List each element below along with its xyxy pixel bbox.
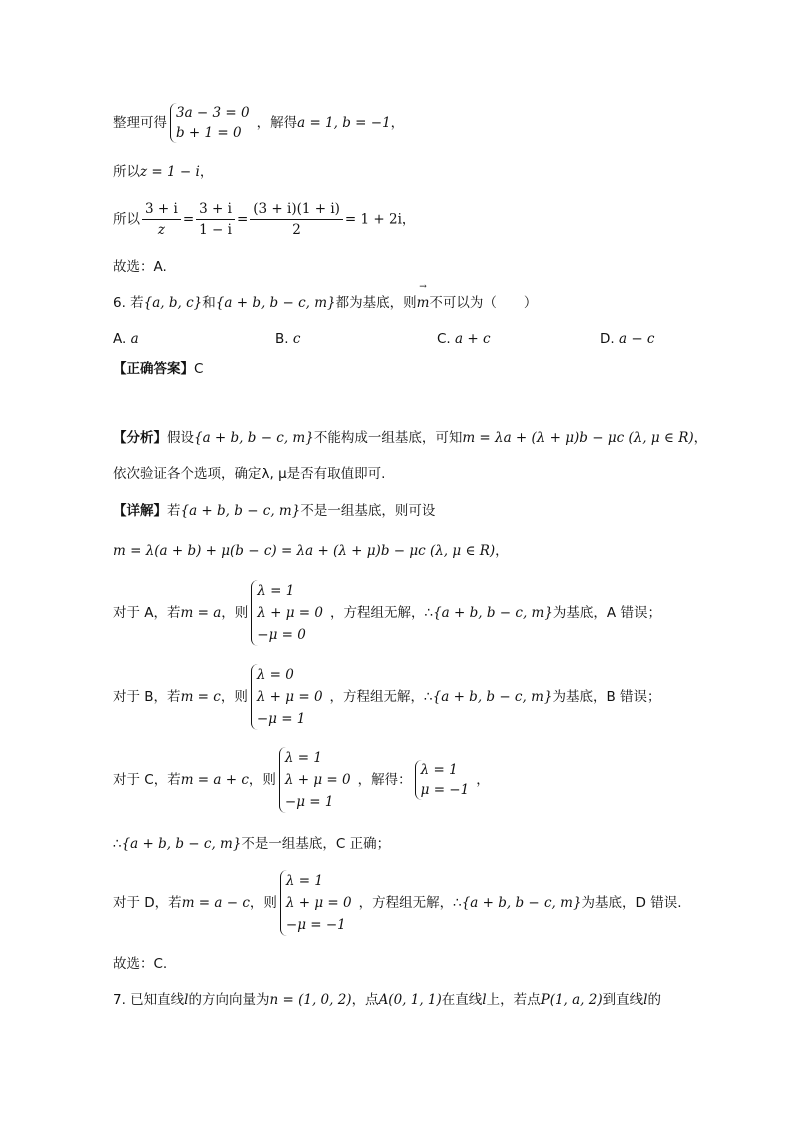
vector-m: → m	[417, 293, 430, 313]
text: 对于 C，若	[113, 772, 181, 788]
text: 的方向向量为	[188, 992, 270, 1008]
vector-set: {a + b, b − c, m}	[215, 295, 336, 311]
text: ，	[693, 430, 708, 446]
numerator: (3 + i)(1 + i)	[250, 199, 343, 220]
vector-set: {a + b, b − c, m}	[432, 689, 553, 705]
text: ，方程组无解，∴	[330, 605, 434, 621]
equation: λ = 1	[284, 750, 322, 766]
text: 的	[647, 992, 661, 1008]
condition: m = a	[180, 605, 222, 621]
case-b	[113, 664, 661, 730]
case-a	[113, 580, 661, 646]
text: 不可以为（ ）	[429, 295, 538, 311]
math-expression: m = λa + (λ + μ)b − μc (λ, μ ∈ R)	[462, 430, 694, 446]
equation-system	[251, 580, 327, 646]
question-number: 6. 若	[113, 295, 144, 311]
text-lead: 整理可得	[113, 115, 167, 131]
option-label: B.	[275, 331, 289, 347]
analysis-label: 【分析】	[113, 430, 167, 446]
text: 为基底，A 错误；	[552, 605, 661, 621]
numerator: 3 + i	[142, 199, 181, 220]
equation: λ = 0	[256, 667, 294, 683]
text: ，解得	[256, 115, 298, 131]
vector-set: {a + b, b − c, m}	[461, 895, 582, 911]
condition: m = a − c	[181, 895, 250, 911]
vector-set: {a + b, b − c, m}	[433, 605, 553, 621]
final-answer	[113, 954, 167, 974]
condition: m = c	[180, 689, 221, 705]
text: ，	[199, 164, 214, 180]
text: 故选：A.	[113, 259, 167, 275]
text: 和	[202, 295, 216, 311]
text: ，	[390, 115, 405, 131]
equation-system	[280, 870, 356, 936]
math-var: l	[482, 992, 487, 1008]
vector-set: {a + b, b − c, m}	[121, 836, 242, 852]
math-var: l	[184, 992, 189, 1008]
text: 不是一组基底，C 正确；	[241, 836, 391, 852]
math-expression: z = 1 − i	[140, 164, 200, 180]
text: 所以	[113, 211, 140, 228]
text: 对于 D，若	[113, 895, 182, 911]
detail-label: 【详解】	[113, 503, 167, 519]
text: ，方程组无解，∴	[358, 895, 462, 911]
correct-answer	[113, 359, 203, 379]
text: 不是一组基底，则可设	[300, 503, 436, 519]
equation: λ = 1	[285, 873, 323, 889]
vector-set: {a + b, b − c, m}	[194, 430, 314, 446]
numerator: 3 + i	[196, 199, 235, 220]
question-6-stem	[113, 293, 537, 313]
text: ，方程组无解，∴	[329, 689, 433, 705]
equation: −μ = −1	[285, 917, 346, 933]
fraction	[142, 199, 181, 240]
text: ，解得：	[357, 772, 412, 788]
text: ，	[401, 211, 416, 228]
solution-line-z	[113, 162, 213, 182]
text: ，则	[220, 689, 248, 705]
option-d	[600, 329, 655, 349]
equation: 3a − 3 = 0	[176, 105, 250, 121]
option-label: D.	[600, 331, 615, 347]
vector-set: {a + b, b − c, m}	[180, 503, 301, 519]
text: 若	[167, 503, 181, 519]
text: 所以	[113, 164, 140, 180]
math-expression: n = (1, 0, 2)	[269, 992, 352, 1008]
detail-line-1	[113, 501, 435, 521]
text: 不能构成一组基底，可知	[313, 430, 463, 446]
equation-system	[170, 103, 254, 143]
text: 对于 B，若	[113, 689, 181, 705]
equation: λ + μ = 0	[257, 605, 323, 621]
analysis-line-1	[113, 428, 707, 448]
fraction	[196, 199, 235, 240]
solution-line-fraction: 所以 $\frac{3 + i}{z}$ = $\frac{3 + i}{1 - i}$ = $\frac{(3 + i)(1 + i)}{2}$ = 1 + 2i，	[113, 201, 416, 238]
option-value: a − c	[618, 331, 655, 347]
text: 在直线	[441, 992, 483, 1008]
result-expression: a = 1, b = −1	[297, 115, 391, 131]
equation: −μ = 0	[257, 627, 306, 643]
text: 假设	[167, 430, 194, 446]
question-7-stem	[113, 990, 661, 1010]
text: ，点	[351, 992, 379, 1008]
option-value: a	[130, 331, 139, 347]
solution-system	[415, 760, 474, 800]
detail-line-2	[113, 541, 509, 561]
denominator: 1 − i	[199, 222, 232, 238]
equation-system	[251, 664, 327, 730]
math-expression: = 1 + 2i	[344, 211, 402, 228]
option-label: A.	[113, 331, 127, 347]
text: 为基底，D 错误.	[581, 895, 682, 911]
text: 都为基底，则	[335, 295, 417, 311]
equation: λ + μ = 0	[256, 689, 323, 705]
option-value: a + c	[455, 331, 491, 347]
equation: μ = −1	[420, 782, 470, 798]
text: ，则	[249, 895, 277, 911]
denominator: 2	[292, 222, 301, 238]
text: 到直线	[602, 992, 644, 1008]
fraction	[250, 199, 343, 240]
case-d	[113, 870, 682, 936]
text: ，	[495, 543, 509, 559]
option-a	[113, 329, 139, 349]
text: 对于 A，若	[113, 605, 181, 621]
equation: λ + μ = 0	[284, 772, 351, 788]
equation: b + 1 = 0	[176, 125, 242, 141]
text: ∴	[113, 836, 122, 852]
point-p: P(1, a, 2)	[540, 992, 603, 1008]
solution-line-system	[113, 103, 404, 143]
equation: λ + μ = 0	[285, 895, 352, 911]
text: 上，若点	[486, 992, 541, 1008]
option-b	[275, 329, 300, 349]
math-expression: m = λ(a + b) + μ(b − c) = λa + (λ + μ)b − μc (λ, μ ∈ R)	[113, 543, 496, 559]
case-c	[113, 747, 490, 813]
option-value: c	[292, 331, 301, 347]
option-label: C.	[437, 331, 451, 347]
case-c-conclusion	[113, 834, 390, 854]
denominator: z	[157, 222, 165, 238]
text: ，则	[221, 605, 249, 621]
equation: −μ = 1	[284, 794, 334, 810]
option-c	[437, 329, 491, 349]
text: 故选：C.	[113, 956, 168, 972]
solution-conclusion	[113, 257, 167, 277]
analysis-line-2	[113, 464, 385, 484]
question-number: 7. 已知直线	[113, 992, 185, 1008]
math-var: l	[643, 992, 648, 1008]
equation: λ = 1	[257, 583, 295, 599]
vector-set: {a, b, c}	[143, 295, 203, 311]
text: ，则	[248, 772, 276, 788]
text: ，	[476, 772, 490, 788]
answer-value: C	[194, 361, 204, 377]
equation: λ = 1	[420, 762, 458, 778]
point-a: A(0, 1, 1)	[378, 992, 442, 1008]
equation-system	[279, 747, 355, 813]
answer-label: 【正确答案】	[113, 361, 194, 377]
text: 依次验证各个选项，确定λ, μ是否有取值即可.	[113, 466, 386, 482]
equation: −μ = 1	[256, 711, 306, 727]
condition: m = a + c	[180, 772, 249, 788]
text: 为基底，B 错误；	[552, 689, 661, 705]
